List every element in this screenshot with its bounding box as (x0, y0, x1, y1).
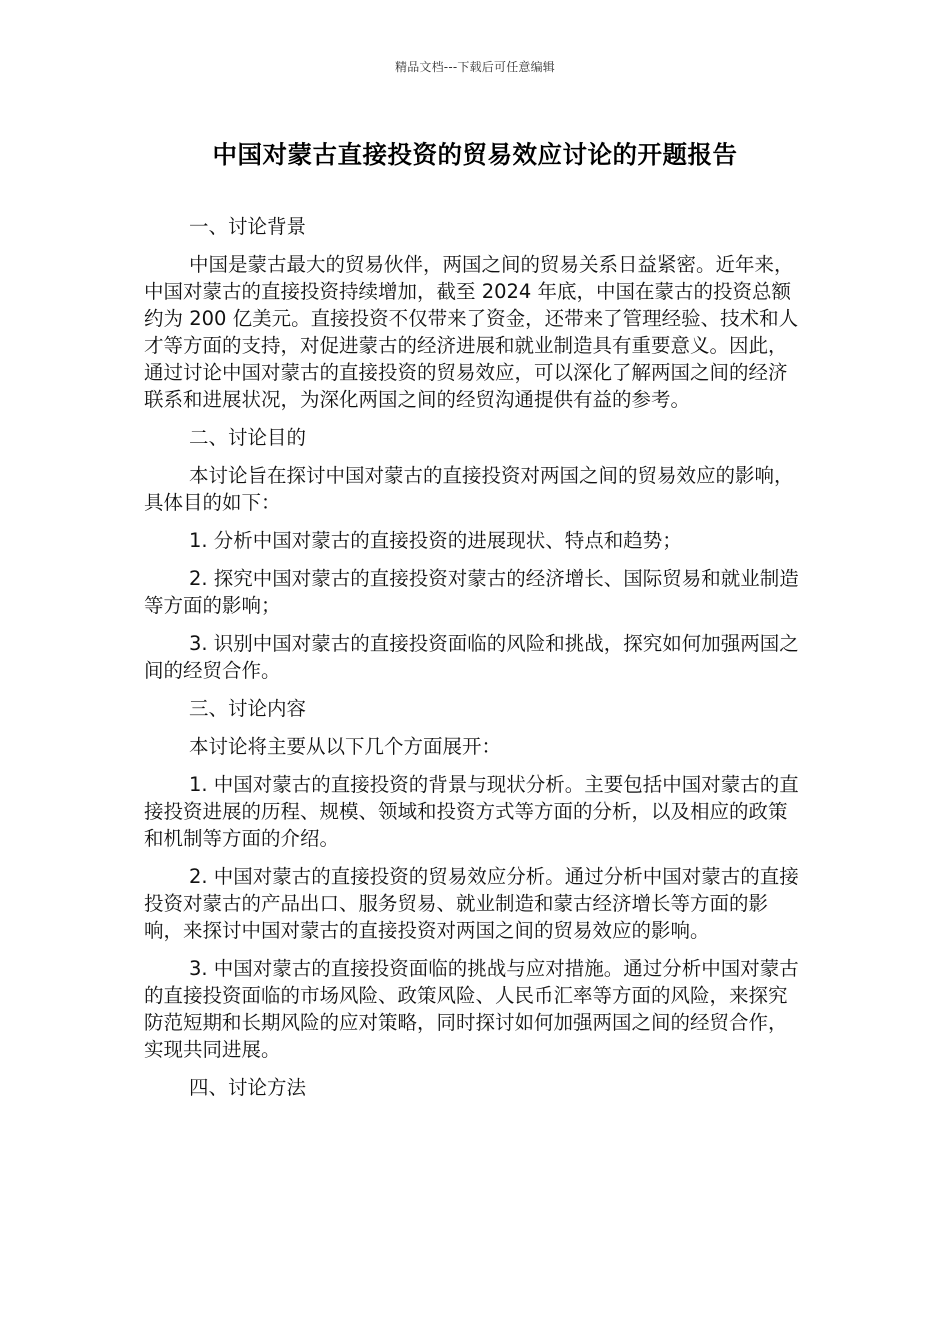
section-heading-method: 四、讨论方法 (189, 1076, 307, 1099)
background-paragraph: 中国是蒙古最大的贸易伙伴，两国之间的贸易关系日益紧密。近年来，中国对蒙古的直接投资持续增加，截至 2024 年底，中国在蒙古的投资总额约为 200 亿美元。直接投资不仅带来了资金，还带来了管理经验、技术和人才等方面的支持，对促进蒙古的经济进展和就业制造具有重要意义。因此，通过讨论中国对蒙古的直接投资的贸易效应，可以深化了解两国之间的经济联系和进展状况，为深化两国之间的经贸沟通提供有益的参考。 (144, 253, 799, 411)
purpose-item-3: 3. 识别中国对蒙古的直接投资面临的风险和挑战，探究如何加强两国之间的经贸合作。 (144, 632, 799, 682)
header-note: 精品文档---下载后可任意编辑 (395, 60, 555, 74)
section-heading-purpose: 二、讨论目的 (189, 426, 307, 449)
content-item-2: 2. 中国对蒙古的直接投资的贸易效应分析。通过分析中国对蒙古的直接投资对蒙古的产品出口、服务贸易、就业制造和蒙古经济增长等方面的影响，来探讨中国对蒙古的直接投资对两国之间的贸易效应的影响。 (144, 865, 799, 942)
section-heading-background: 一、讨论背景 (189, 215, 307, 238)
section-heading-content: 三、讨论内容 (189, 697, 307, 720)
purpose-item-2: 2. 探究中国对蒙古的直接投资对蒙古的经济增长、国际贸易和就业制造等方面的影响； (144, 567, 799, 617)
content-item-3: 3. 中国对蒙古的直接投资面临的挑战与应对措施。通过分析中国对蒙古的直接投资面临的市场风险、政策风险、人民币汇率等方面的风险，来探究防范短期和长期风险的应对策略，同时探讨如何加强两国之间的经贸合作，实现共同进展。 (144, 957, 799, 1061)
document-body (144, 213, 806, 1112)
content-intro-paragraph: 本讨论将主要从以下几个方面展开： (189, 735, 502, 758)
purpose-intro-paragraph: 本讨论旨在探讨中国对蒙古的直接投资对两国之间的贸易效应的影响，具体目的如下： (144, 464, 794, 514)
content-item-1: 1. 中国对蒙古的直接投资的背景与现状分析。主要包括中国对蒙古的直接投资进展的历程、规模、领域和投资方式等方面的分析，以及相应的政策和机制等方面的介绍。 (144, 773, 799, 850)
purpose-item-1: 1. 分析中国对蒙古的直接投资的进展现状、特点和趋势； (189, 529, 682, 552)
document-title: 中国对蒙古直接投资的贸易效应讨论的开题报告 (212, 140, 738, 169)
